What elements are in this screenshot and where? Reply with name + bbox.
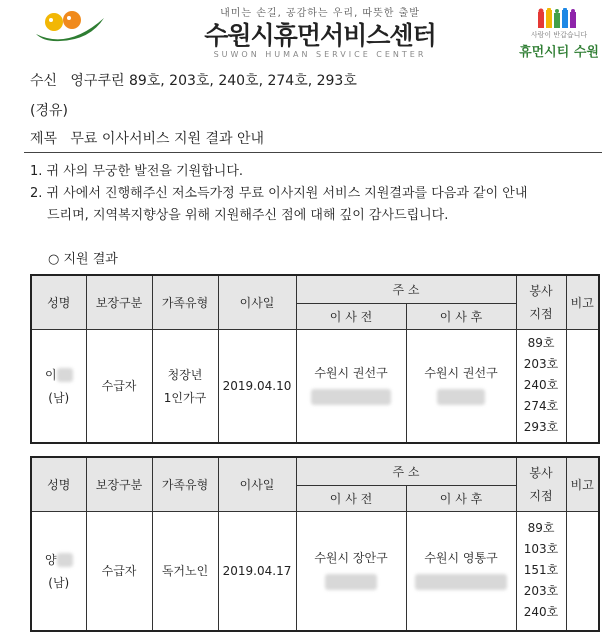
header-branch-line-1: 봉사 bbox=[529, 284, 553, 299]
header-before: 이 사 전 bbox=[296, 303, 406, 329]
redacted-address bbox=[325, 574, 377, 590]
branch-item: 151호 bbox=[523, 563, 559, 578]
redacted-address bbox=[311, 389, 391, 405]
via-line: (경유) bbox=[30, 103, 68, 119]
header-address: 주 소 bbox=[296, 457, 516, 485]
header-type: 보장구분 bbox=[86, 275, 152, 329]
cell-after bbox=[406, 329, 516, 443]
header-branch-line-2: 지점 bbox=[529, 489, 553, 504]
name-first-char: 양 bbox=[44, 552, 57, 567]
paragraph-1: 1. 귀 사의 무궁한 발전을 기원합니다. bbox=[30, 164, 244, 179]
header-family: 가족유형 bbox=[152, 457, 218, 511]
cell-gender: (남) bbox=[48, 390, 70, 405]
cell-date: 2019.04.10 bbox=[218, 329, 296, 443]
cell-after bbox=[406, 511, 516, 631]
table-row bbox=[31, 511, 599, 631]
cell-before-city: 수원시 장안구 bbox=[314, 550, 388, 565]
cell-after-city: 수원시 영통구 bbox=[424, 550, 498, 565]
cell-branches bbox=[516, 511, 566, 631]
section-heading: ○ 지원 결과 bbox=[48, 252, 118, 267]
cell-branches bbox=[516, 329, 566, 443]
paragraph-2-line-2: 드리며, 지역복지향상을 위해 지원해주신 점에 대해 깊이 감사드립니다. bbox=[47, 208, 449, 223]
header-branch bbox=[516, 275, 566, 329]
branch-item: 89호 bbox=[527, 521, 555, 536]
cell-family bbox=[152, 329, 218, 443]
header-after: 이 사 후 bbox=[406, 303, 516, 329]
branch-item: 274호 bbox=[523, 399, 559, 414]
header-address: 주 소 bbox=[296, 275, 516, 303]
header-name: 성명 bbox=[31, 275, 86, 329]
branch-item: 240호 bbox=[523, 378, 559, 393]
redacted-name bbox=[57, 553, 73, 567]
header-name: 성명 bbox=[31, 457, 86, 511]
center-subtitle: SUWON HUMAN SERVICE CENTER bbox=[213, 50, 427, 59]
cell-note bbox=[566, 511, 599, 631]
header-date: 이사일 bbox=[218, 275, 296, 329]
table-row bbox=[31, 329, 599, 443]
humancity-name: 휴먼시티 수원 bbox=[519, 45, 599, 60]
cell-date: 2019.04.17 bbox=[218, 511, 296, 631]
branch-item: 103호 bbox=[523, 542, 559, 557]
branch-item: 89호 bbox=[527, 336, 555, 351]
branch-item: 203호 bbox=[523, 584, 559, 599]
header-branch-line-1: 봉사 bbox=[529, 466, 553, 481]
people-icon bbox=[516, 8, 602, 30]
cell-before bbox=[296, 329, 406, 443]
cell-family-line-2: 1인가구 bbox=[163, 390, 207, 405]
cell-type: 수급자 bbox=[86, 511, 152, 631]
recipient-line: 수신 영구쿠린 89호, 203호, 240호, 274호, 293호 bbox=[30, 73, 357, 89]
branch-item: 203호 bbox=[523, 357, 559, 372]
cell-before bbox=[296, 511, 406, 631]
result-table-1 bbox=[30, 274, 600, 444]
humancity-logo bbox=[516, 8, 602, 60]
center-title: 수원시휴먼서비스센터 bbox=[204, 21, 436, 50]
name-first-char: 이 bbox=[44, 367, 57, 382]
header-family: 가족유형 bbox=[152, 275, 218, 329]
branch-item: 293호 bbox=[523, 420, 559, 435]
redacted-name bbox=[57, 368, 73, 382]
humancity-tagline: 사람이 반갑습니다 bbox=[530, 31, 588, 39]
header-type: 보장구분 bbox=[86, 457, 152, 511]
cell-name bbox=[31, 329, 86, 443]
cell-note bbox=[566, 329, 599, 443]
paragraph-2-line-1: 2. 귀 사에서 진행해주신 저소득가정 무료 이사지원 서비스 지원결과를 다음과 같이 안내 bbox=[30, 186, 528, 201]
cell-family-line-1: 청장년 bbox=[167, 367, 203, 382]
header-note: 비고 bbox=[566, 275, 599, 329]
header-note: 비고 bbox=[566, 457, 599, 511]
cell-family: 독거노인 bbox=[152, 511, 218, 631]
branch-item: 240호 bbox=[523, 605, 559, 620]
cell-type: 수급자 bbox=[86, 329, 152, 443]
cell-gender: (남) bbox=[48, 575, 70, 590]
header-after: 이 사 후 bbox=[406, 485, 516, 511]
redacted-address bbox=[437, 389, 485, 405]
cell-before-city: 수원시 권선구 bbox=[314, 365, 388, 380]
slogan: 내미는 손길, 공감하는 우리, 따뜻한 출발 bbox=[220, 8, 420, 19]
cell-after-city: 수원시 권선구 bbox=[424, 365, 498, 380]
header-branch bbox=[516, 457, 566, 511]
header-branch-line-2: 지점 bbox=[529, 307, 553, 322]
center-logo bbox=[30, 6, 110, 46]
header-date: 이사일 bbox=[218, 457, 296, 511]
cell-name bbox=[31, 511, 86, 631]
result-table-2 bbox=[30, 456, 600, 632]
subject-divider bbox=[24, 152, 602, 153]
header-before: 이 사 전 bbox=[296, 485, 406, 511]
subject-line: 제목 무료 이사서비스 지원 결과 안내 bbox=[30, 131, 265, 147]
redacted-address bbox=[415, 574, 507, 590]
